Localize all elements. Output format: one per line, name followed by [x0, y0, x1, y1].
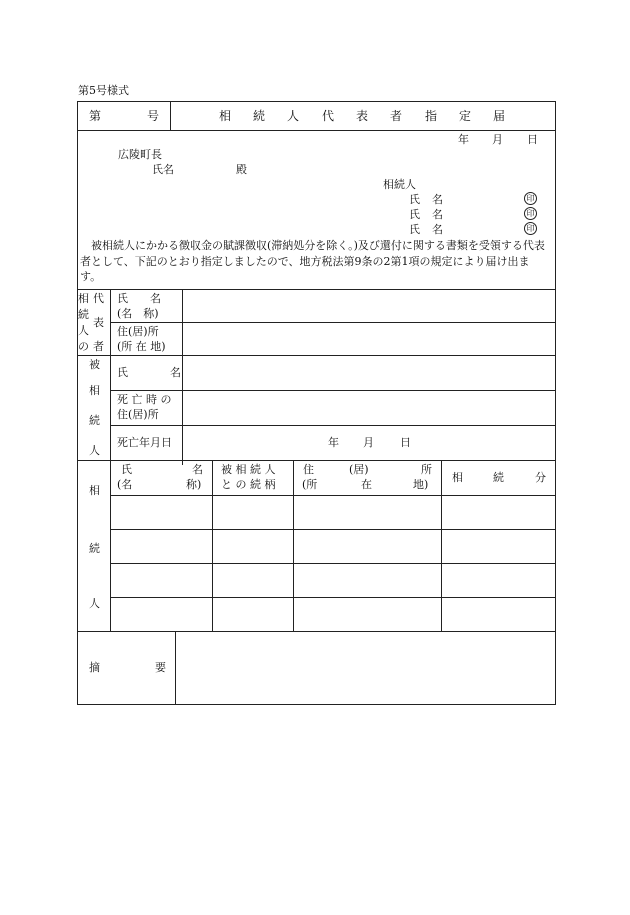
col-header-text: (居): [349, 463, 369, 476]
side-char: の: [78, 340, 89, 353]
side-char: 続: [89, 542, 100, 555]
col-header-text: 在: [361, 478, 372, 491]
title-char: 相: [219, 109, 232, 123]
col-header-text: 氏: [121, 463, 132, 476]
side-char: 続: [78, 308, 89, 321]
addressee-office: 広陵町長: [118, 148, 162, 161]
seal-mark: 印: [524, 207, 537, 220]
heirs-header-bottom: [110, 495, 555, 496]
side-char: 人: [89, 444, 100, 457]
title-row-divider: [170, 101, 171, 130]
side-char: 続: [89, 414, 100, 427]
number-suffix: 号: [147, 109, 160, 123]
side-char: 相: [89, 384, 100, 397]
applicant-name-label: 氏: [409, 208, 420, 221]
death-date-year: 年: [328, 436, 339, 449]
remarks-label: 摘: [89, 661, 100, 674]
table-left-border: [77, 101, 78, 704]
heirs-row-divider-2: [110, 563, 555, 564]
col-header-text: 続: [493, 471, 504, 484]
heirs-row-divider-3: [110, 597, 555, 598]
title-char: 指: [425, 109, 438, 123]
col-header-text: 分: [535, 471, 546, 484]
remarks-label: 要: [155, 661, 166, 674]
notice-block-bottom: [77, 289, 555, 290]
heirs-section-bottom: [77, 631, 555, 632]
title-row-bottom: [77, 130, 555, 131]
title-char: 人: [287, 109, 300, 123]
date-year: 年: [458, 133, 469, 146]
decedent-name-label: 氏: [117, 366, 128, 379]
death-address-label-alt: 住(居)所: [117, 408, 159, 421]
rep-address-label-alt: (所 在 地): [117, 340, 166, 353]
rep-row-divider: [110, 322, 555, 323]
heirs-side-divider: [110, 460, 111, 631]
col-header-text: 地): [413, 478, 429, 491]
rep-address-label: 住(居)所: [117, 325, 159, 338]
addressee-honorific: 殿: [236, 163, 247, 176]
side-char: 相: [89, 484, 100, 497]
col-header-text: 名: [192, 463, 203, 476]
decedent-row-divider-2: [110, 425, 555, 426]
applicant-name-label: 名: [432, 193, 443, 206]
col-header-text: 相: [452, 471, 463, 484]
table-bottom-border: [77, 704, 556, 705]
seal-mark: 印: [524, 222, 537, 235]
side-char: 人: [78, 324, 89, 337]
side-char: 表: [93, 316, 104, 329]
heirs-col-divider-2: [293, 460, 294, 631]
form-number-label: 第5号様式: [78, 84, 129, 97]
side-label-divider: [110, 289, 111, 465]
title-char: 表: [356, 109, 369, 123]
applicant-name-label: 名: [432, 223, 443, 236]
seal-mark: 印: [524, 192, 537, 205]
death-address-label: 死 亡 時 の: [117, 393, 172, 406]
number-prefix: 第: [89, 109, 102, 123]
col-header-text: (所: [302, 478, 318, 491]
table-right-border: [555, 101, 556, 704]
heirs-col-divider-3: [441, 460, 442, 631]
title-char: 定: [459, 109, 472, 123]
applicant-name-label: 名: [432, 208, 443, 221]
col-header-text: 住: [303, 463, 314, 476]
side-char: 被: [89, 358, 100, 371]
decedent-name-label: 名: [170, 366, 181, 379]
side-char: 人: [89, 597, 100, 610]
death-date-label: 死亡年月日: [117, 436, 172, 449]
heirs-col-divider-1: [212, 460, 213, 631]
table-top-border: [77, 101, 555, 102]
title-char: 届: [493, 109, 506, 123]
death-date-day: 日: [400, 436, 411, 449]
applicant-name-label: 氏: [409, 223, 420, 236]
col-header-text: と の 続 柄: [221, 478, 276, 491]
title-char: 代: [322, 109, 335, 123]
col-header-text: 称): [186, 478, 202, 491]
date-day: 日: [527, 133, 538, 146]
col-header-text: (名: [117, 478, 133, 491]
declaration-text: 被相続人にかかる徴収金の賦課徴収(滞納処分を除く。)及び還付に関する書類を受領する代表者として、下記のとおり指定しましたので、地方税法第9条の2第1項の規定により届け出ます。: [80, 239, 545, 283]
applicants-heading: 相続人: [383, 178, 416, 191]
decedent-section-bottom: [77, 460, 555, 461]
applicant-name-label: 氏: [409, 193, 420, 206]
declaration-paragraph: [80, 238, 550, 285]
side-char: 相: [78, 292, 89, 305]
date-month: 月: [492, 133, 503, 146]
remarks-divider: [175, 631, 176, 704]
title-char: 続: [253, 109, 266, 123]
rep-name-label-alt: (名 称): [117, 307, 159, 320]
decedent-row-divider-1: [110, 390, 555, 391]
addressee-name-label: 氏名: [152, 163, 174, 176]
title-char: 者: [390, 109, 403, 123]
heirs-row-divider-1: [110, 529, 555, 530]
col-header-text: 所: [421, 463, 432, 476]
death-date-month: 月: [363, 436, 374, 449]
side-char: 者: [93, 340, 104, 353]
side-char: 代: [93, 292, 104, 305]
rep-name-label: 氏 名: [117, 292, 161, 305]
col-header-text: 被 相 続 人: [221, 463, 276, 476]
field-label-divider: [182, 289, 183, 465]
rep-section-bottom: [77, 355, 555, 356]
